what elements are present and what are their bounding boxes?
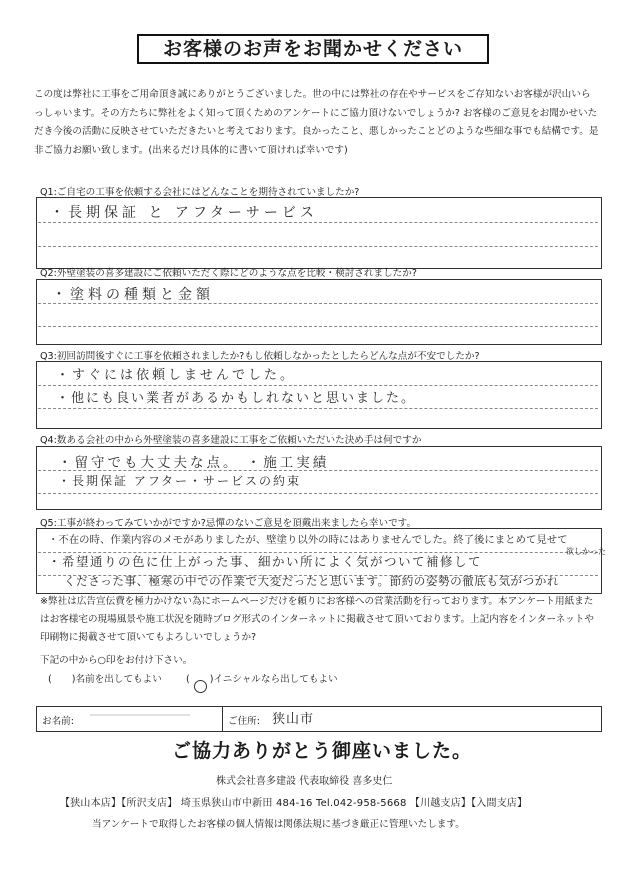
question-2-answer-1: ・塗料の種類と金額 [52, 287, 214, 303]
option-name-ok-label: 名前を出してもよい [75, 674, 162, 685]
contact-box [36, 706, 602, 732]
question-1-label: Q1:ご自宅の工事を依頼する会社にはどんなことを期待されていましたか? [40, 187, 360, 198]
publication-notice: ※弊社は広告宣伝費を極力かけない為にホームページだけを頼りにお客様への営業活動を行っております。本アンケート用紙またはお客様宅の現場風景や施工状況を随時ブログ形式のインターネットに掲載させて頂いております。上記内容をインターネットや印刷物に掲載させて頂いてもよろしいでしょうか? [40, 596, 594, 643]
option-open-paren: ( [186, 674, 190, 685]
question-1-answer-1: ・長期保証 と アフターサービス [50, 205, 318, 221]
option-initials-ok[interactable] [186, 671, 338, 685]
question-3-answer-2: ・他にも良い業者があるかもしれないと思いました。 [56, 391, 417, 406]
question-4-label: Q4:数ある会社の中から外壁塗装の喜多建設に工事をご依頼いただいた決め手は何ですか [40, 435, 422, 446]
page-title: お客様のお声をお聞かせください [137, 34, 489, 64]
privacy-note: 当アンケートで取得したお客様の個人情報は関係法規に基づき厳正に管理いたします。 [92, 819, 465, 830]
address-label: ご住所: [228, 716, 261, 727]
selected-circle-mark [194, 680, 207, 693]
option-open-paren: ( [48, 674, 52, 685]
question-5-label: Q5:工事が終わってみていかがですか?忌憚のないご意見を頂戴出来ましたら幸いです。 [40, 518, 417, 529]
answer-line [38, 493, 598, 494]
option-name-ok[interactable] [48, 671, 162, 685]
question-5-answer-3: くださった事、極寒の中での作業で大変だったと思います。節約の姿勢の徹底も気がつかれ [64, 574, 559, 588]
name-label: お名前: [42, 716, 75, 727]
question-3-answer-1: ・すぐには依頼しませんでした。 [56, 368, 297, 383]
answer-line [38, 408, 598, 409]
intro-text: この度は弊社に工事をご用命頂き誠にありがとうございました。世の中には弊社の存在やサービスをご存知ないお客様が沢山いらっしゃいます。その方たちに弊社をよく知って頂くためのアンケートにご協力頂けないでしょうか? お客様のご意見をお聞かせいただき今後の活動に反映させていただきたいと考えております。良かったこと、悪しかったことどのような些細な事でも結構です。是非ご協力お願い致します。(出来るだけ具体的に書いて頂ければ幸いです) [34, 89, 599, 156]
branch-address: 【狭山本店】【所沢支店】 埼玉県狭山市中新田 484-16 Tel.042-958-5668 【川越支店】【入間支店】 [60, 798, 528, 809]
answer-line [38, 246, 598, 247]
option-initials-ok-label: イニシャルなら出してもよい [213, 674, 338, 685]
question-3-label: Q3:初回訪問後すぐに工事を依頼されましたか?もし依頼しなかったとしたらどんな点が不安でしたか? [40, 351, 480, 362]
contact-divider [222, 706, 223, 732]
company-name: 株式会社喜多建設 代表取締役 喜多史仁 [216, 776, 393, 787]
choose-prompt: 下記の中から○印をお付け下さい。 [40, 655, 193, 666]
redacted-name-mark [90, 714, 190, 716]
question-4-answer-2: ・長期保証 アフター・サービスの約束 [58, 474, 301, 488]
answer-line [38, 222, 598, 223]
address-value: 狭山市 [272, 712, 315, 727]
question-5-answer-2: ・希望通りの色に仕上がった事、細かい所によく気がついて補修して [48, 554, 483, 569]
thanks-message: ご協力ありがとう御座いました。 [172, 740, 473, 762]
answer-line [38, 326, 598, 327]
question-2-label: Q2:外壁塗装の喜多建設にご依頼いただく際にどのような点を比較・検討されましたか? [40, 268, 417, 279]
question-5-answer-1: ・不在の時、作業内容のメモがありましたが、壁塗り以外の時にはありませんでした。終了後にまとめて見せて [48, 534, 568, 546]
answer-line [38, 385, 598, 386]
question-5-margin-note: 欲しかった [566, 547, 606, 556]
option-close-paren: ) [71, 674, 76, 685]
question-4-answer-1: ・留守でも大丈夫な点。 ・施工実績 [58, 455, 330, 471]
option-close-paren: ) [209, 674, 214, 685]
